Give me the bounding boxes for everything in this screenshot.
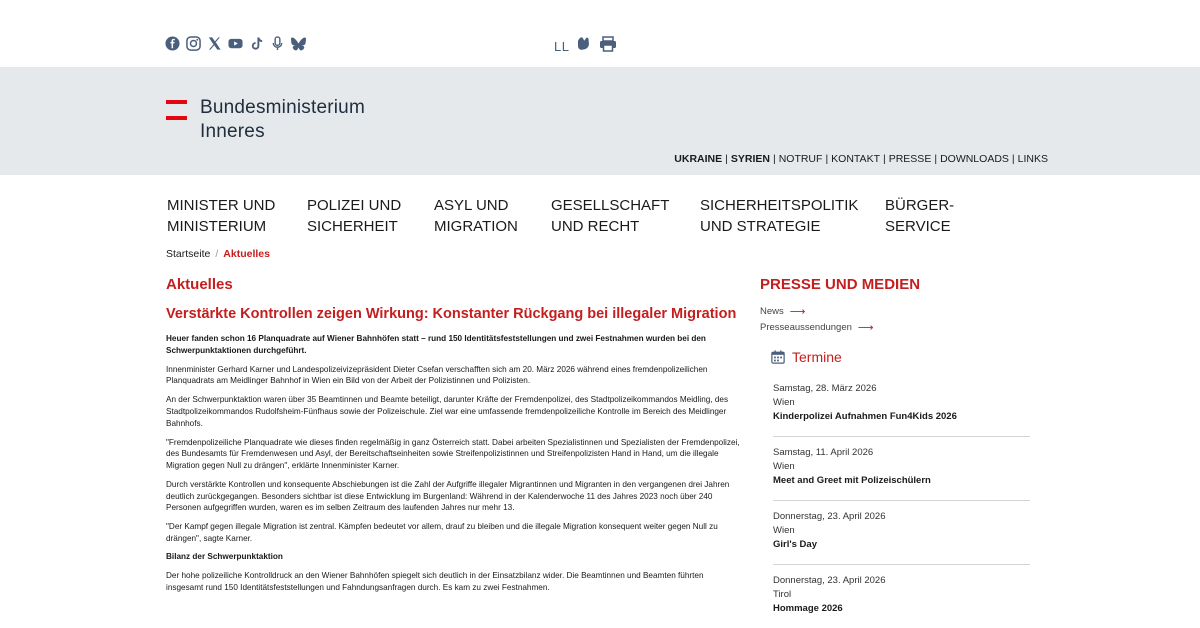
breadcrumb-current: Aktuelles bbox=[223, 248, 270, 260]
breadcrumb bbox=[166, 248, 270, 260]
service-link-notruf[interactable]: NOTRUF bbox=[778, 153, 823, 165]
sidebar-link-presseaussendungen[interactable]: Presseaussendungen ⟶ bbox=[760, 322, 874, 334]
bluesky-icon[interactable] bbox=[291, 36, 306, 51]
event-item[interactable] bbox=[773, 574, 1030, 628]
accessibility-tools bbox=[554, 36, 617, 57]
austrian-flag-logo bbox=[166, 100, 187, 120]
facebook-icon[interactable] bbox=[165, 36, 180, 51]
event-date: Samstag, 11. April 2026 bbox=[773, 447, 874, 458]
service-link-ukraine[interactable]: UKRAINE bbox=[674, 153, 723, 165]
nav-polizei-und-sicherheit[interactable]: POLIZEI UND SICHERHEIT bbox=[307, 197, 402, 235]
nav-gesellschaft-und-recht[interactable]: GESELLSCHAFT UND RECHT bbox=[551, 197, 670, 235]
termine-title: Termine bbox=[792, 349, 842, 365]
article-subheading: Bilanz der Schwerpunktaktion bbox=[166, 551, 283, 561]
sign-language-icon[interactable] bbox=[575, 36, 593, 57]
podcast-icon[interactable] bbox=[270, 36, 285, 51]
tiktok-icon[interactable] bbox=[249, 36, 264, 51]
article-paragraph-5: "Der Kampf gegen illegale Migration ist zentral. Kämpfen bedeutet vor allem, drauf zu bleiben und die illegale Migration konsequent weiter gegen Null zu drängen", sagte Karner. bbox=[166, 522, 718, 543]
event-name[interactable]: Meet and Greet mit Polizeischülern bbox=[773, 475, 931, 486]
easy-language-link[interactable]: LL bbox=[554, 39, 570, 54]
article-paragraph-1: Innenminister Gerhard Karner und Landespolizeivizepräsident Dieter Csefan verschafften sich am 20. März 2026 während eines fremdenpolizeilichen Planquadrats am Meidlinger Bahnhof in Wien ein Bild von der Arbeit der Polizistinnen und Polizisten. bbox=[166, 364, 708, 386]
arrow-right-icon: ⟶ bbox=[789, 306, 806, 318]
event-item[interactable] bbox=[773, 382, 1030, 437]
article-lead: Heuer fanden schon 16 Planquadrate auf Wiener Bahnhöfen statt – rund 150 Identitätsfeststellungen und zwei Festnahmen wurden bei den Schwerpunktaktionen durchgeführt. bbox=[166, 334, 706, 355]
main-navigation bbox=[167, 195, 965, 237]
print-icon[interactable] bbox=[599, 36, 617, 57]
nav-sicherheitspolitik-und-strategie[interactable]: SICHERHEITSPOLITIK UND STRATEGIE bbox=[700, 197, 859, 235]
article-paragraph-3: "Fremdenpolizeiliche Planquadrate wie dieses finden regelmäßig in ganz Österreich statt. Dabei arbeiten Spezialistinnen und Spezialisten der Fremdenpolizei, des Bundesamts für Fremdenwesen und Asyl, der Bereitschaftseinheiten sowie Streifenpolizistinnen und Streifenpolizisten Hand in Hand, um die illegale Migration gegen Null zu drängen", erklärte Innenminister Karner. bbox=[166, 437, 740, 470]
youtube-icon[interactable] bbox=[228, 36, 243, 51]
nav-minister-und-ministerium[interactable]: MINISTER UND MINISTERIUM bbox=[167, 197, 276, 235]
event-name[interactable]: Girl's Day bbox=[773, 539, 817, 550]
instagram-icon[interactable] bbox=[186, 36, 201, 51]
service-link-syrien[interactable]: SYRIEN bbox=[730, 153, 770, 165]
ministry-logo[interactable] bbox=[200, 96, 365, 144]
event-place: Wien bbox=[773, 525, 795, 536]
event-item[interactable] bbox=[773, 446, 1030, 501]
sidebar-title: PRESSE UND MEDIEN bbox=[760, 276, 921, 293]
x-icon[interactable] bbox=[207, 36, 222, 51]
nav-buerger-service[interactable]: BÜRGER- SERVICE bbox=[885, 197, 955, 235]
event-date: Donnerstag, 23. April 2026 bbox=[773, 575, 886, 586]
article-paragraph-6: Der hohe polizeiliche Kontrolldruck an den Wiener Bahnhöfen spiegelt sich deutlich in der Einsatzbilanz wider. Die Beamtinnen und Beamten führten insgesamt rund 150 Identitätsfeststellungen und Fahndungsanfragen durch. Es kam zu zwei Festnahmen. bbox=[166, 570, 704, 592]
sidebar-link-news[interactable]: News ⟶ bbox=[760, 306, 806, 318]
event-date: Samstag, 28. März 2026 bbox=[773, 383, 877, 394]
event-place: Wien bbox=[773, 397, 795, 408]
calendar-icon bbox=[771, 350, 785, 364]
arrow-right-icon: ⟶ bbox=[857, 322, 874, 334]
social-media-bar bbox=[165, 36, 306, 51]
event-name[interactable]: Hommage 2026 bbox=[773, 603, 843, 614]
sidebar bbox=[760, 276, 1030, 628]
breadcrumb-separator: / bbox=[215, 248, 219, 260]
event-list bbox=[773, 382, 1030, 628]
event-place: Tirol bbox=[773, 589, 792, 600]
article-title: Verstärkte Kontrollen zeigen Wirkung: Konstanter Rückgang bei illegaler Migration bbox=[166, 306, 737, 322]
termine-heading bbox=[771, 349, 1030, 365]
article-paragraph-4: Durch verstärkte Kontrollen und konsequente Abschiebungen ist die Zahl der Aufgriffe illegaler Migrantinnen und Migranten in den vergangenen drei Jahren deutlich zurückgegangen. Besonders sichtbar ist diese Entwicklung im Burgenland: Während in der Kalenderwoche 11 des Jahres 2023 noch über 240 Personen aufgegriffen wurden, waren es im selben Zeitraum des laufenden Jahres nur mehr 13. bbox=[166, 479, 730, 513]
event-item[interactable] bbox=[773, 510, 1030, 565]
service-link-links[interactable]: LINKS bbox=[1017, 153, 1048, 165]
page-title: Aktuelles bbox=[166, 276, 233, 293]
event-place: Wien bbox=[773, 461, 795, 472]
article-paragraph-2: An der Schwerpunktaktion waren über 35 Beamtinnen und Beamte beteiligt, darunter Kräfte der Fremdenpolizei, des Stadtpolizeikommandos Meidling, des Stadtpolizeikommandos Rudolfsheim-Fünfhaus sowie der Polizeischule. Ziel war eine umfassende fremdenpolizeiliche Kontrolle im Bereich des Meidlinger Bahnhofs. bbox=[166, 395, 729, 428]
event-name[interactable]: Kinderpolizei Aufnahmen Fun4Kids 2026 bbox=[773, 411, 957, 422]
service-links: UKRAINE | SYRIEN | NOTRUF | KONTAKT | PRESSE | DOWNLOADS | LINKS bbox=[674, 153, 1048, 165]
logo-line-2: Inneres bbox=[200, 121, 265, 142]
event-date: Donnerstag, 23. April 2026 bbox=[773, 511, 886, 522]
nav-asyl-und-migration[interactable]: ASYL UND MIGRATION bbox=[434, 197, 518, 235]
main-content bbox=[166, 276, 742, 601]
service-link-downloads[interactable]: DOWNLOADS bbox=[940, 153, 1009, 165]
breadcrumb-home[interactable]: Startseite bbox=[166, 248, 211, 260]
logo-line-1: Bundesministerium bbox=[200, 97, 365, 118]
service-link-kontakt[interactable]: KONTAKT bbox=[831, 153, 880, 165]
service-link-presse[interactable]: PRESSE bbox=[888, 153, 932, 165]
